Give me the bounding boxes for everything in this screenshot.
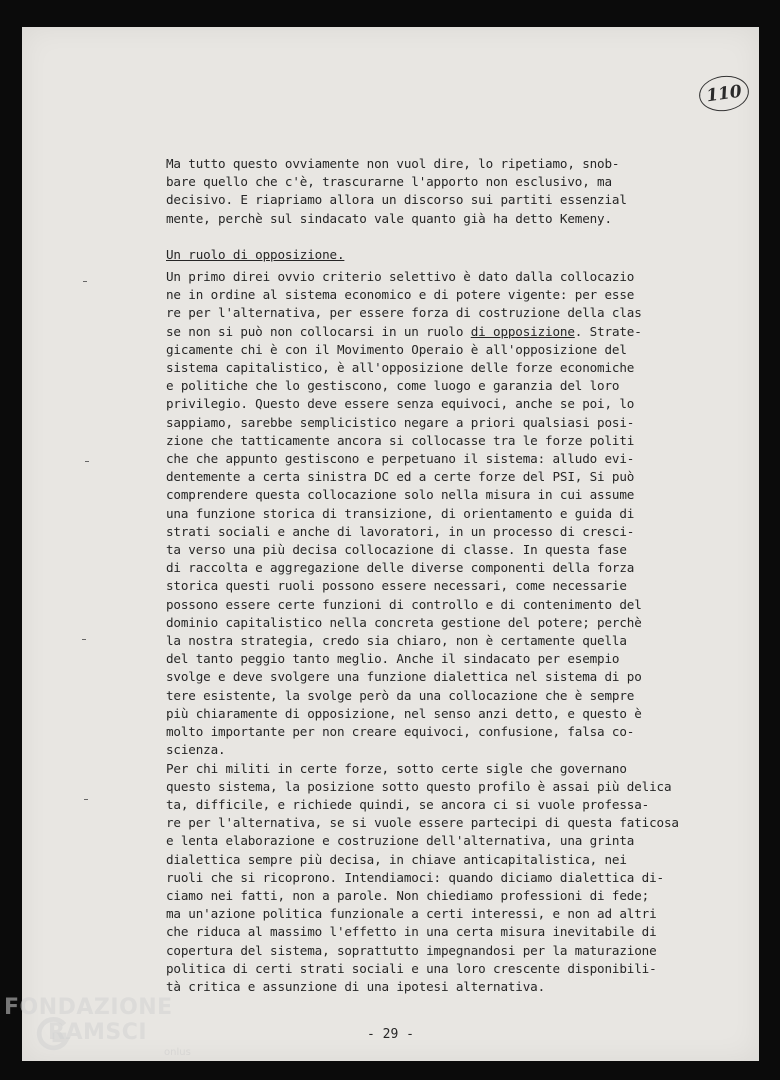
text-line-with-underline xyxy=(166,323,691,341)
text-line: possono essere certe funzioni di controllo e di contenimento del xyxy=(166,596,642,612)
gramsci-g-logo-icon xyxy=(34,1015,72,1053)
page-footer-number: - 29 - xyxy=(367,1027,414,1042)
text-line: strati sociali e anche di lavoratori, in un processo di cresci- xyxy=(166,523,635,539)
text-line: copertura del sistema, soprattutto impegnandosi per la maturazione xyxy=(166,942,657,958)
section-heading xyxy=(166,246,691,264)
text-line: questo sistema, la posizione sotto questo profilo è assai più delica xyxy=(166,778,672,794)
text-line: mente, perchè sul sindacato vale quanto già ha detto Kemeny. xyxy=(166,210,612,226)
paragraph-intro xyxy=(166,155,691,228)
text-line: gicamente chi è con il Movimento Operaio è all'opposizione del xyxy=(166,341,627,357)
text-segment: . Strate- xyxy=(574,323,642,339)
text-line: e politiche che lo gestiscono, come luogo e garanzia del loro xyxy=(166,378,620,394)
text-line: che che appunto gestiscono e perpetuano il sistema: alludo evi- xyxy=(166,451,635,467)
text-line: dentemente a certa sinistra DC ed a certe forze del PSI, Si può xyxy=(166,469,635,485)
text-line: re per l'alternativa, se si vuole essere partecipi di questa faticosa xyxy=(166,815,679,831)
text-line: ta, difficile, e richiede quindi, se ancora ci si vuole professa- xyxy=(166,796,650,812)
text-line: sistema capitalistico, è all'opposizione delle forze economiche xyxy=(166,360,635,376)
text-line: svolge e deve svolgere una funzione dialettica nel sistema di po xyxy=(166,669,642,685)
text-line: ruoli che si ricoprono. Intendiamoci: quando diciamo dialettica di- xyxy=(166,869,664,885)
text-line: tere esistente, la svolge però da una collocazione che è sempre xyxy=(166,687,635,703)
text-line: dominio capitalistico nella concreta gestione del potere; perchè xyxy=(166,614,642,630)
text-line: scienza. xyxy=(166,742,226,758)
text-line: decisivo. E riapriamo allora un discorso sui partiti essenzial xyxy=(166,192,627,208)
text-line: del tanto peggio tanto meglio. Anche il sindacato per esempio xyxy=(166,651,620,667)
text-line: Per chi militi in certe forze, sotto certe sigle che governano xyxy=(166,760,627,776)
document-page xyxy=(22,27,759,1061)
document-body xyxy=(166,155,691,996)
text-line: bare quello che c'è, trascurarne l'apporto non esclusivo, ma xyxy=(166,174,612,190)
text-line: molto importante per non creare equivoci, confusione, falsa co- xyxy=(166,724,635,740)
margin-mark xyxy=(82,639,86,640)
text-line: politica di certi strati sociali e una loro crescente disponibili- xyxy=(166,960,657,976)
text-line: una funzione storica di transizione, di orientamento e guida di xyxy=(166,505,635,521)
heading-text: Un ruolo di opposizione. xyxy=(166,246,345,262)
margin-mark xyxy=(85,461,89,462)
page-mark-text: 110 xyxy=(705,81,743,106)
text-segment: se non si può non collocarsi in un ruolo xyxy=(166,323,471,339)
watermark-suffix: onlus xyxy=(164,1047,191,1058)
handwritten-page-mark xyxy=(697,73,751,115)
text-line: comprendere questa collocazione solo nella misura in cui assume xyxy=(166,487,635,503)
watermark-line1: FONDAZIONE xyxy=(4,995,173,1020)
text-line: dialettica sempre più decisa, in chiave anticapitalistica, nei xyxy=(166,851,627,867)
text-line: ciamo nei fatti, non a parole. Non chiediamo professioni di fede; xyxy=(166,887,650,903)
text-line: Ma tutto questo ovviamente non vuol dire, lo ripetiamo, snob- xyxy=(166,156,620,171)
paragraph-main xyxy=(166,268,691,996)
underlined-phrase: di opposizione xyxy=(470,323,575,339)
text-line: che riduca al massimo l'effetto in una certa misura inevitabile di xyxy=(166,924,657,940)
text-line: ta verso una più decisa collocazione di classe. In questa fase xyxy=(166,542,627,558)
text-line: tà critica e assunzione di una ipotesi alternativa. xyxy=(166,978,546,994)
text-line: privilegio. Questo deve essere senza equivoci, anche se poi, lo xyxy=(166,396,635,412)
text-line: la nostra strategia, credo sia chiaro, non è certamente quella xyxy=(166,633,627,649)
margin-mark xyxy=(84,799,88,800)
text-line: storica questi ruoli possono essere necessari, come necessarie xyxy=(166,578,627,594)
text-line: zione che tatticamente ancora si collocasse tra le forze politi xyxy=(166,432,635,448)
text-line: ne in ordine al sistema economico e di potere vigente: per esse xyxy=(166,287,635,303)
text-line: Un primo direi ovvio criterio selettivo è dato dalla collocazio xyxy=(166,269,635,285)
text-line: re per l'alternativa, per essere forza di costruzione della clas xyxy=(166,305,642,321)
text-line: più chiaramente di opposizione, nel senso anzi detto, e questo è xyxy=(166,705,642,721)
text-line: e lenta elaborazione e costruzione dell'alternativa, una grinta xyxy=(166,833,635,849)
watermark-line2: RAMSCI xyxy=(48,1020,148,1045)
text-line: di raccolta e aggregazione delle diverse componenti della forza xyxy=(166,560,635,576)
text-line: ma un'azione politica funzionale a certi interessi, e non ad altri xyxy=(166,906,657,922)
text-line: sappiamo, sarebbe semplicistico negare a priori qualsiasi posi- xyxy=(166,414,635,430)
margin-mark xyxy=(83,281,87,282)
fondazione-gramsci-watermark xyxy=(4,995,191,1058)
